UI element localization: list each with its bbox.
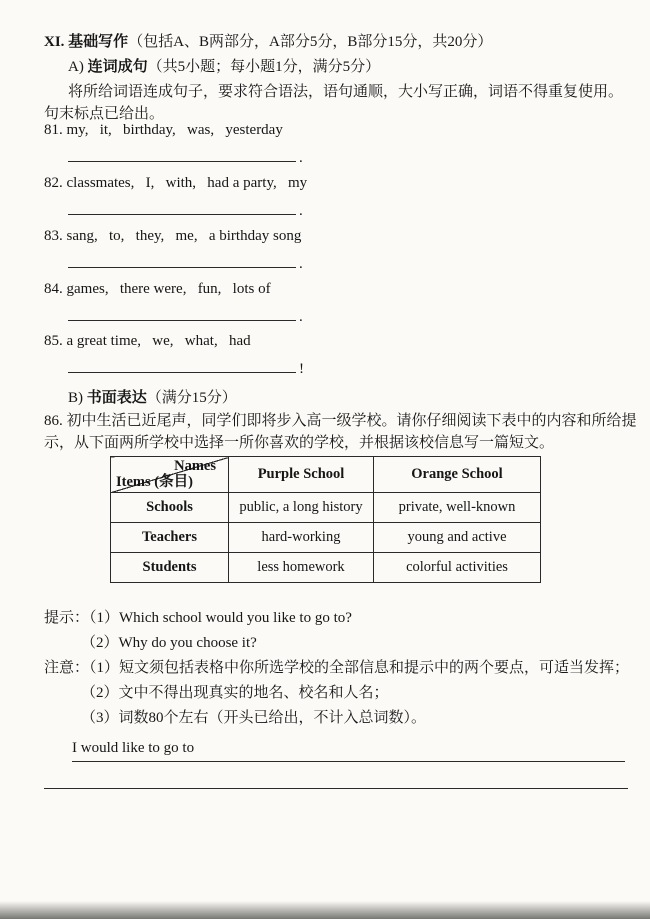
answer-punct-84: . (299, 309, 303, 325)
students-purple-value: less homework (229, 553, 374, 583)
question-86-number: 86. (44, 413, 63, 429)
teachers-purple-value: hard-working (229, 523, 374, 553)
row-label-students: Students (111, 553, 229, 583)
question-84 (44, 281, 271, 298)
part-b-detail: （满分15分） (146, 390, 237, 406)
answer-row-81 (68, 146, 303, 167)
hints-label: 提示： (44, 610, 90, 626)
table-row-schools (111, 493, 541, 523)
instructions-line-1: 将所给词语连成句子，要求符合语法，语句通顺，大小写正确，词语不得重复使用。 (68, 84, 624, 100)
question-81-words: my, it, birthday, was, yesterday (66, 122, 283, 138)
students-orange-value: colorful activities (374, 553, 541, 583)
question-83-number: 83. (44, 228, 63, 244)
corner-label-items: Items (条目) (116, 474, 193, 490)
table-header-row (111, 457, 541, 493)
column-header-purple-school: Purple School (229, 457, 374, 493)
essay-start-line (72, 740, 625, 762)
question-86-line-1 (44, 409, 637, 430)
part-a-heading (68, 55, 380, 76)
question-84-number: 84. (44, 281, 63, 297)
table-row-teachers (111, 523, 541, 553)
question-86-text-1: 初中生活已近尾声，同学们即将步入高一级学校。请你仔细阅读下表中的内容和所给提 (66, 413, 637, 429)
schools-orange-value: private, well-known (374, 493, 541, 523)
question-86-line-2: 示，从下面两所学校中选择一所你喜欢的学校，并根据该校信息写一篇短文。 (44, 435, 555, 451)
section-title: 基础写作 (68, 34, 129, 50)
table-row-students (111, 553, 541, 583)
schools-purple-value: public, a long history (229, 493, 374, 523)
answer-line-81 (68, 146, 296, 162)
corner-label-names: Names (174, 458, 216, 474)
answer-row-82 (68, 199, 303, 220)
school-comparison-table (110, 456, 541, 583)
scan-shadow-artifact (0, 901, 650, 919)
note-item-3: （3）词数80个左右（开头已给出，不计入总词数）。 (81, 710, 427, 726)
hint-item-2: （2）Why do you choose it? (81, 635, 257, 651)
answer-punct-85: ! (299, 361, 304, 377)
part-b-heading (68, 386, 237, 407)
answer-punct-81: . (299, 150, 303, 166)
part-a-prefix: A) (68, 59, 84, 75)
answer-line-85 (68, 357, 296, 373)
hint-item-1: （1）Which school would you like to go to? (89, 610, 352, 626)
row-label-schools: Schools (111, 493, 229, 523)
question-81 (44, 122, 283, 139)
section-title-detail: （包括A、B两部分，A部分5分，B部分15分，共20分） (128, 34, 493, 50)
question-83-words: sang, to, they, me, a birthday song (66, 228, 302, 244)
part-a-detail: （共5小题；每小题1分，满分5分） (147, 59, 381, 75)
question-82-words: classmates, I, with, had a party, my (66, 175, 308, 191)
question-83 (44, 228, 301, 245)
essay-blank-line (44, 788, 628, 789)
part-b-title: 书面表达 (86, 390, 147, 406)
hints-line-1 (44, 606, 352, 627)
question-82 (44, 175, 307, 192)
question-85 (44, 333, 251, 350)
table-corner-cell (111, 457, 229, 493)
section-number: XI. (44, 34, 65, 50)
answer-row-84 (68, 305, 303, 326)
instructions-line-2: 句末标点已给出。 (44, 106, 165, 122)
answer-punct-83: . (299, 256, 303, 272)
question-82-number: 82. (44, 175, 63, 191)
row-label-teachers: Teachers (111, 523, 229, 553)
notes-line-1 (44, 656, 629, 677)
section-heading (44, 30, 492, 51)
answer-line-83 (68, 252, 296, 268)
essay-start-text: I would like to go to (72, 740, 195, 756)
answer-line-82 (68, 199, 296, 215)
question-84-words: games, there were, fun, lots of (66, 281, 271, 297)
part-a-title: 连词成句 (87, 59, 148, 75)
part-b-prefix: B) (68, 390, 83, 406)
note-item-1: （1）短文须包括表格中你所选学校的全部信息和提示中的两个要点，可适当发挥； (89, 660, 630, 676)
question-85-words: a great time, we, what, had (66, 333, 251, 349)
answer-row-83 (68, 252, 303, 273)
question-85-number: 85. (44, 333, 63, 349)
question-81-number: 81. (44, 122, 63, 138)
column-header-orange-school: Orange School (374, 457, 541, 493)
answer-punct-82: . (299, 203, 303, 219)
answer-row-85 (68, 357, 304, 378)
answer-line-84 (68, 305, 296, 321)
notes-label: 注意： (44, 660, 90, 676)
note-item-2: （2）文中不得出现真实的地名、校名和人名； (81, 685, 389, 701)
teachers-orange-value: young and active (374, 523, 541, 553)
